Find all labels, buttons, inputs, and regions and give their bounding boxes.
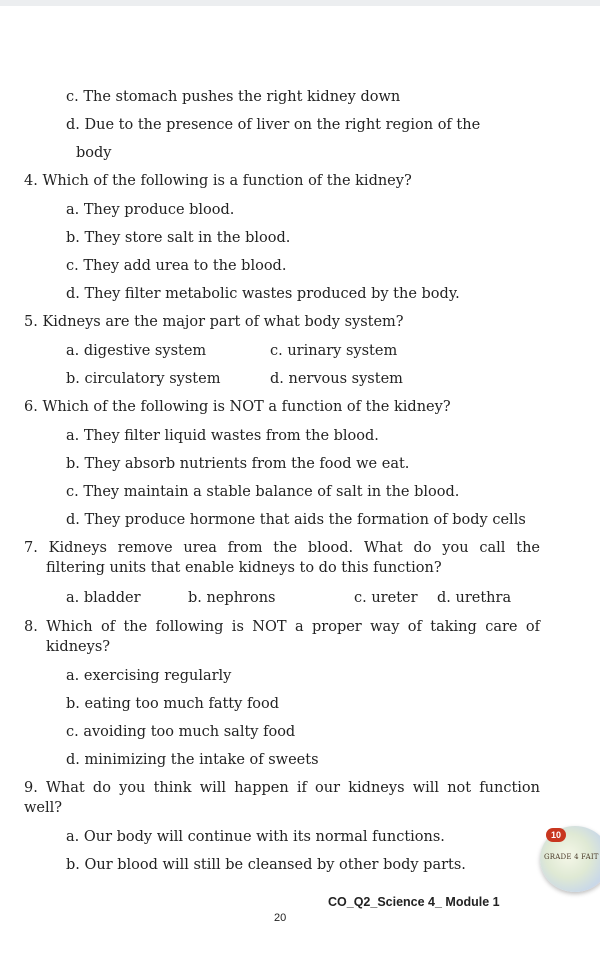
q6-option-a: a. They filter liquid wastes from the blood. [66,428,379,444]
q3-option-d-line2: body [76,145,112,161]
q9-option-a: a. Our body will continue with its normal functions. [66,829,445,845]
q5-option-d: d. nervous system [270,371,403,387]
q8-question-line1: 8. Which of the following is NOT a proper way of taking care of [24,619,540,635]
q3-option-c: c. The stomach pushes the right kidney down [66,89,401,105]
q7-option-a: a. bladder [66,590,141,606]
grade-badge: 10 [546,828,566,842]
q5-option-a: a. digestive system [66,343,207,359]
q7-option-d: d. urethra [437,590,512,606]
q7-question-line1: 7. Kidneys remove urea from the blood. What do you call the [24,540,540,556]
q8-option-c: c. avoiding too much salty food [66,724,296,740]
q6-question: 6. Which of the following is NOT a function of the kidney? [24,399,451,415]
q7-option-b: b. nephrons [188,590,276,606]
grade-logo [534,826,600,894]
q6-option-c: c. They maintain a stable balance of salt in the blood. [66,484,460,500]
q8-option-a: a. exercising regularly [66,668,232,684]
q8-question-line2: kidneys? [46,639,111,655]
module-code-footer: CO_Q2_Science 4_ Module 1 [328,895,500,909]
page-number: 20 [274,912,287,924]
q6-option-d: d. They produce hormone that aids the formation of body cells [66,512,526,528]
q8-option-b: b. eating too much fatty food [66,696,280,712]
q7-question-line2: filtering units that enable kidneys to do this function? [46,560,442,576]
q5-option-c: c. urinary system [270,343,398,359]
q4-option-d: d. They filter metabolic wastes produced by the body. [66,286,460,302]
q3-option-d-line1: d. Due to the presence of liver on the right region of the [66,117,481,133]
q9-question-line1: 9. What do you think will happen if our kidneys will not function [24,780,540,796]
q6-option-b: b. They absorb nutrients from the food we eat. [66,456,410,472]
q5-question: 5. Kidneys are the major part of what body system? [24,314,404,330]
q9-question-line2: well? [24,800,63,816]
top-edge-band [0,0,600,6]
grade-logo-text: GRADE 4 FAIT [544,853,599,861]
q8-option-d: d. minimizing the intake of sweets [66,752,319,768]
q5-option-b: b. circulatory system [66,371,221,387]
q4-option-a: a. They produce blood. [66,202,235,218]
q4-option-c: c. They add urea to the blood. [66,258,287,274]
q7-option-c: c. ureter [354,590,418,606]
q4-question: 4. Which of the following is a function of the kidney? [24,173,412,189]
q4-option-b: b. They store salt in the blood. [66,230,291,246]
q9-option-b: b. Our blood will still be cleansed by other body parts. [66,857,466,873]
